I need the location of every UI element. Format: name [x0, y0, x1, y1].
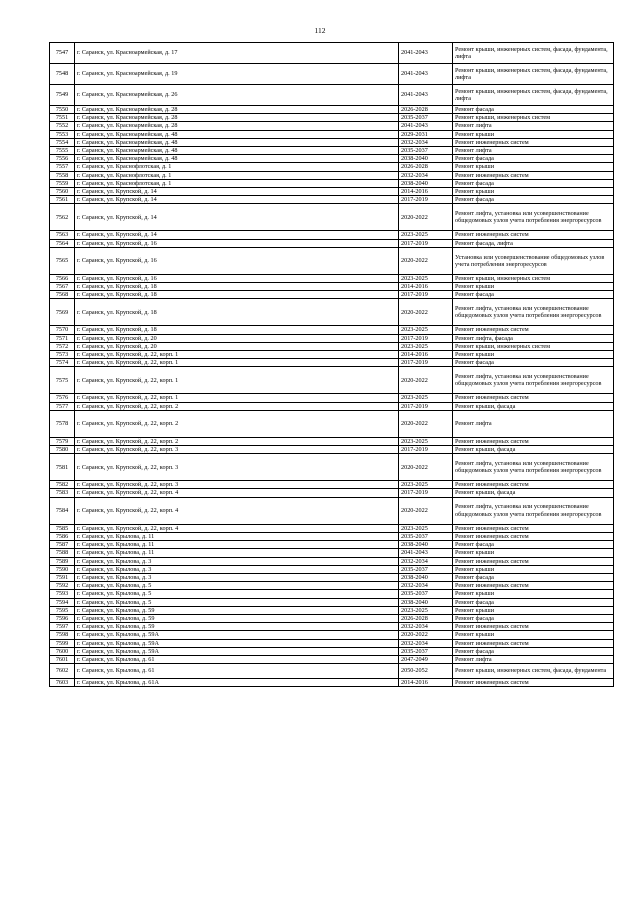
row-work-type: Ремонт фасада	[453, 598, 614, 606]
row-address: г. Саранск, ул. Крупской, д. 22, корп. 2	[75, 437, 399, 445]
row-work-type: Ремонт крыши	[453, 163, 614, 171]
row-period: 2032-2034	[399, 557, 453, 565]
row-work-type: Ремонт крыши	[453, 631, 614, 639]
row-address: г. Саранск, ул. Крупской, д. 22, корп. 1	[75, 359, 399, 367]
row-number: 7574	[50, 359, 75, 367]
row-period: 2035-2037	[399, 647, 453, 655]
table-row	[50, 541, 614, 549]
row-work-type: Ремонт лифта	[453, 410, 614, 437]
row-address: г. Саранск, ул. Крылова, д. 3	[75, 573, 399, 581]
page-number: 112	[314, 26, 326, 35]
row-number: 7566	[50, 274, 75, 282]
row-period: 2035-2037	[399, 147, 453, 155]
table-row	[50, 85, 614, 106]
row-number: 7552	[50, 122, 75, 130]
row-work-type: Ремонт инженерных систем	[453, 481, 614, 489]
row-number: 7600	[50, 647, 75, 655]
table-row	[50, 497, 614, 524]
row-work-type: Ремонт инженерных систем	[453, 582, 614, 590]
row-address: г. Саранск, ул. Крупской, д. 18	[75, 326, 399, 334]
table-row	[50, 239, 614, 247]
row-work-type: Ремонт фасада	[453, 614, 614, 622]
row-number: 7588	[50, 549, 75, 557]
row-work-type: Ремонт крыши, фасада	[453, 489, 614, 497]
table-row	[50, 122, 614, 130]
row-work-type: Ремонт крыши, инженерных систем, фасада, фундамента, лифта	[453, 43, 614, 64]
row-address: г. Саранск, ул. Крылова, д. 59	[75, 623, 399, 631]
row-number: 7597	[50, 623, 75, 631]
row-number: 7581	[50, 454, 75, 481]
row-work-type: Ремонт крыши, фасада	[453, 402, 614, 410]
row-period: 2017-2019	[399, 446, 453, 454]
row-address: г. Саранск, ул. Крупской, д. 22, корп. 2	[75, 402, 399, 410]
row-number: 7551	[50, 114, 75, 122]
row-period: 2017-2019	[399, 196, 453, 204]
row-number: 7579	[50, 437, 75, 445]
row-period: 2023-2025	[399, 606, 453, 614]
row-work-type: Ремонт крыши	[453, 351, 614, 359]
table-row	[50, 437, 614, 445]
row-address: г. Саранск, ул. Крылова, д. 59А	[75, 647, 399, 655]
row-period: 2026-2028	[399, 163, 453, 171]
row-address: г. Саранск, ул. Крупской, д. 16	[75, 239, 399, 247]
table-row	[50, 326, 614, 334]
row-work-type: Ремонт лифта, фасада	[453, 334, 614, 342]
row-number: 7556	[50, 155, 75, 163]
table-row	[50, 410, 614, 437]
table-row	[50, 446, 614, 454]
row-work-type: Ремонт инженерных систем	[453, 532, 614, 540]
row-number: 7557	[50, 163, 75, 171]
row-work-type: Ремонт инженерных систем	[453, 171, 614, 179]
row-period: 2035-2037	[399, 565, 453, 573]
row-work-type: Ремонт крыши	[453, 549, 614, 557]
table-row	[50, 367, 614, 394]
row-number: 7560	[50, 188, 75, 196]
row-period: 2014-2016	[399, 678, 453, 686]
row-number: 7554	[50, 138, 75, 146]
row-work-type: Установка или усовершенствование общедомовых узлов учета потребления энергоресурсов	[453, 247, 614, 274]
table-row	[50, 351, 614, 359]
row-address: г. Саранск, ул. Крупской, д. 22, корп. 1	[75, 351, 399, 359]
row-work-type: Ремонт фасада	[453, 179, 614, 187]
row-work-type: Ремонт лифта, установка или усовершенствование общедомовых узлов учета потребления энергоресурсов	[453, 497, 614, 524]
table-row	[50, 582, 614, 590]
row-period: 2023-2025	[399, 437, 453, 445]
row-number: 7548	[50, 64, 75, 85]
table-row	[50, 155, 614, 163]
row-number: 7575	[50, 367, 75, 394]
row-address: г. Саранск, ул. Красноармейская, д. 17	[75, 43, 399, 64]
row-number: 7591	[50, 573, 75, 581]
row-period: 2014-2016	[399, 283, 453, 291]
row-work-type: Ремонт крыши	[453, 130, 614, 138]
table-row	[50, 565, 614, 573]
row-address: г. Саранск, ул. Крупской, д. 18	[75, 291, 399, 299]
row-period: 2029-2031	[399, 130, 453, 138]
row-period: 2023-2025	[399, 394, 453, 402]
row-address: г. Саранск, ул. Краснофлотская, д. 1	[75, 163, 399, 171]
row-address: г. Саранск, ул. Крупской, д. 20	[75, 342, 399, 350]
row-number: 7589	[50, 557, 75, 565]
row-address: г. Саранск, ул. Крупской, д. 16	[75, 274, 399, 282]
row-address: г. Саранск, ул. Крупской, д. 22, корп. 4	[75, 524, 399, 532]
table-row	[50, 106, 614, 114]
row-address: г. Саранск, ул. Красноармейская, д. 48	[75, 155, 399, 163]
row-period: 2026-2028	[399, 106, 453, 114]
row-period: 2038-2040	[399, 598, 453, 606]
row-period: 2041-2043	[399, 64, 453, 85]
row-number: 7570	[50, 326, 75, 334]
row-period: 2032-2034	[399, 171, 453, 179]
row-period: 2017-2019	[399, 402, 453, 410]
table-row	[50, 664, 614, 679]
row-period: 2014-2016	[399, 351, 453, 359]
row-number: 7568	[50, 291, 75, 299]
row-address: г. Саранск, ул. Крупской, д. 22, корп. 4	[75, 489, 399, 497]
row-number: 7573	[50, 351, 75, 359]
table-row	[50, 204, 614, 231]
row-address: г. Саранск, ул. Красноармейская, д. 26	[75, 85, 399, 106]
row-work-type: Ремонт фасада	[453, 196, 614, 204]
row-address: г. Саранск, ул. Крылова, д. 5	[75, 590, 399, 598]
row-number: 7571	[50, 334, 75, 342]
row-number: 7577	[50, 402, 75, 410]
table-row	[50, 196, 614, 204]
row-number: 7582	[50, 481, 75, 489]
row-address: г. Саранск, ул. Крупской, д. 14	[75, 188, 399, 196]
row-work-type: Ремонт лифта, установка или усовершенствование общедомовых узлов учета потребления энергоресурсов	[453, 299, 614, 326]
row-work-type: Ремонт лифта, установка или усовершенствование общедомовых узлов учета потребления энергоресурсов	[453, 454, 614, 481]
row-number: 7586	[50, 532, 75, 540]
row-address: г. Саранск, ул. Крылова, д. 59	[75, 614, 399, 622]
row-work-type: Ремонт инженерных систем	[453, 623, 614, 631]
row-period: 2038-2040	[399, 573, 453, 581]
table-row	[50, 631, 614, 639]
table-row	[50, 114, 614, 122]
row-period: 2017-2019	[399, 489, 453, 497]
row-work-type: Ремонт фасада	[453, 573, 614, 581]
table-row	[50, 655, 614, 663]
row-period: 2023-2025	[399, 231, 453, 239]
row-work-type: Ремонт инженерных систем	[453, 524, 614, 532]
table-row	[50, 614, 614, 622]
row-period: 2020-2022	[399, 631, 453, 639]
table-row	[50, 283, 614, 291]
row-address: г. Саранск, ул. Крупской, д. 14	[75, 204, 399, 231]
row-period: 2020-2022	[399, 204, 453, 231]
row-number: 7587	[50, 541, 75, 549]
table-row	[50, 231, 614, 239]
table-row	[50, 299, 614, 326]
table-row	[50, 147, 614, 155]
row-number: 7594	[50, 598, 75, 606]
row-number: 7567	[50, 283, 75, 291]
row-work-type: Ремонт инженерных систем	[453, 678, 614, 686]
row-number: 7580	[50, 446, 75, 454]
row-period: 2032-2034	[399, 582, 453, 590]
table-row	[50, 171, 614, 179]
row-number: 7603	[50, 678, 75, 686]
row-work-type: Ремонт инженерных систем	[453, 639, 614, 647]
row-work-type: Ремонт фасада	[453, 359, 614, 367]
table-row	[50, 590, 614, 598]
row-address: г. Саранск, ул. Крылова, д. 59	[75, 606, 399, 614]
row-period: 2041-2043	[399, 85, 453, 106]
table-row	[50, 64, 614, 85]
row-address: г. Саранск, ул. Красноармейская, д. 48	[75, 130, 399, 138]
row-work-type: Ремонт фасада	[453, 291, 614, 299]
row-address: г. Саранск, ул. Крупской, д. 22, корп. 1	[75, 394, 399, 402]
row-number: 7592	[50, 582, 75, 590]
table-row	[50, 130, 614, 138]
row-number: 7602	[50, 664, 75, 679]
table-row	[50, 557, 614, 565]
row-period: 2020-2022	[399, 247, 453, 274]
row-number: 7553	[50, 130, 75, 138]
row-work-type: Ремонт крыши, инженерных систем	[453, 274, 614, 282]
table-row	[50, 43, 614, 64]
table-body	[50, 43, 614, 687]
row-work-type: Ремонт инженерных систем	[453, 326, 614, 334]
row-number: 7549	[50, 85, 75, 106]
row-work-type: Ремонт крыши, инженерных систем	[453, 342, 614, 350]
table-row	[50, 188, 614, 196]
row-address: г. Саранск, ул. Красноармейская, д. 28	[75, 114, 399, 122]
row-number: 7584	[50, 497, 75, 524]
row-address: г. Саранск, ул. Красноармейская, д. 48	[75, 138, 399, 146]
row-period: 2035-2037	[399, 532, 453, 540]
repair-schedule-table	[49, 42, 614, 687]
row-address: г. Саранск, ул. Крупской, д. 14	[75, 231, 399, 239]
table-row	[50, 598, 614, 606]
row-number: 7562	[50, 204, 75, 231]
row-address: г. Саранск, ул. Крылова, д. 3	[75, 565, 399, 573]
row-address: г. Саранск, ул. Крупской, д. 18	[75, 283, 399, 291]
table-row	[50, 163, 614, 171]
row-period: 2014-2016	[399, 188, 453, 196]
row-address: г. Саранск, ул. Крупской, д. 14	[75, 196, 399, 204]
row-work-type: Ремонт крыши, инженерных систем	[453, 114, 614, 122]
table-row	[50, 532, 614, 540]
row-address: г. Саранск, ул. Крылова, д. 61	[75, 655, 399, 663]
row-work-type: Ремонт инженерных систем	[453, 231, 614, 239]
row-number: 7595	[50, 606, 75, 614]
row-period: 2017-2019	[399, 291, 453, 299]
row-number: 7564	[50, 239, 75, 247]
row-work-type: Ремонт лифта	[453, 122, 614, 130]
row-number: 7585	[50, 524, 75, 532]
table-row	[50, 623, 614, 631]
row-period: 2020-2022	[399, 497, 453, 524]
row-period: 2017-2019	[399, 359, 453, 367]
row-period: 2035-2037	[399, 590, 453, 598]
row-period: 2041-2043	[399, 122, 453, 130]
row-address: г. Саранск, ул. Крылова, д. 11	[75, 532, 399, 540]
table-row	[50, 606, 614, 614]
row-address: г. Саранск, ул. Красноармейская, д. 28	[75, 106, 399, 114]
row-period: 2020-2022	[399, 454, 453, 481]
row-address: г. Саранск, ул. Крылова, д. 59А	[75, 631, 399, 639]
table-row	[50, 489, 614, 497]
row-work-type: Ремонт крыши	[453, 283, 614, 291]
row-address: г. Саранск, ул. Красноармейская, д. 19	[75, 64, 399, 85]
table-row	[50, 179, 614, 187]
row-address: г. Саранск, ул. Краснофлотская, д. 1	[75, 179, 399, 187]
row-number: 7576	[50, 394, 75, 402]
row-number: 7598	[50, 631, 75, 639]
row-period: 2017-2019	[399, 334, 453, 342]
row-number: 7550	[50, 106, 75, 114]
row-address: г. Саранск, ул. Крылова, д. 5	[75, 582, 399, 590]
row-number: 7596	[50, 614, 75, 622]
row-period: 2038-2040	[399, 155, 453, 163]
row-period: 2020-2022	[399, 410, 453, 437]
row-address: г. Саранск, ул. Крупской, д. 22, корп. 1	[75, 367, 399, 394]
row-period: 2041-2043	[399, 43, 453, 64]
row-work-type: Ремонт лифта, установка или усовершенствование общедомовых узлов учета потребления энергоресурсов	[453, 367, 614, 394]
row-period: 2038-2040	[399, 541, 453, 549]
row-work-type: Ремонт фасада	[453, 541, 614, 549]
table-row	[50, 647, 614, 655]
row-address: г. Саранск, ул. Крупской, д. 16	[75, 247, 399, 274]
table-row	[50, 291, 614, 299]
row-work-type: Ремонт крыши, инженерных систем, фасада, фундамента, лифта	[453, 85, 614, 106]
row-work-type: Ремонт фасада	[453, 155, 614, 163]
row-period: 2050-2052	[399, 664, 453, 679]
row-address: г. Саранск, ул. Крупской, д. 22, корп. 4	[75, 497, 399, 524]
row-number: 7599	[50, 639, 75, 647]
row-number: 7572	[50, 342, 75, 350]
row-work-type: Ремонт крыши, инженерных систем, фасада, фундамента, лифта	[453, 64, 614, 85]
table-row	[50, 524, 614, 532]
row-address: г. Саранск, ул. Крупской, д. 18	[75, 299, 399, 326]
row-period: 2023-2025	[399, 342, 453, 350]
row-address: г. Саранск, ул. Крупской, д. 20	[75, 334, 399, 342]
row-number: 7565	[50, 247, 75, 274]
row-address: г. Саранск, ул. Красноармейская, д. 28	[75, 122, 399, 130]
row-period: 2017-2019	[399, 239, 453, 247]
row-address: г. Саранск, ул. Крупской, д. 22, корп. 3	[75, 454, 399, 481]
row-address: г. Саранск, ул. Крупской, д. 22, корп. 3	[75, 481, 399, 489]
row-period: 2032-2034	[399, 138, 453, 146]
row-work-type: Ремонт фасада	[453, 106, 614, 114]
row-address: г. Саранск, ул. Крылова, д. 59А	[75, 639, 399, 647]
row-work-type: Ремонт лифта	[453, 655, 614, 663]
row-number: 7601	[50, 655, 75, 663]
row-address: г. Саранск, ул. Крылова, д. 61А	[75, 678, 399, 686]
row-address: г. Саранск, ул. Крылова, д. 3	[75, 557, 399, 565]
row-period: 2047-2049	[399, 655, 453, 663]
row-number: 7561	[50, 196, 75, 204]
table-row	[50, 394, 614, 402]
row-work-type: Ремонт лифта, установка или усовершенствование общедомовых узлов учета потребления энергоресурсов	[453, 204, 614, 231]
row-work-type: Ремонт крыши	[453, 188, 614, 196]
row-address: г. Саранск, ул. Крупской, д. 22, корп. 2	[75, 410, 399, 437]
table-row	[50, 454, 614, 481]
row-period: 2020-2022	[399, 299, 453, 326]
row-number: 7583	[50, 489, 75, 497]
row-period: 2020-2022	[399, 367, 453, 394]
row-number: 7547	[50, 43, 75, 64]
table-row	[50, 342, 614, 350]
row-work-type: Ремонт фасада	[453, 647, 614, 655]
table-row	[50, 274, 614, 282]
row-work-type: Ремонт крыши, фасада	[453, 446, 614, 454]
row-period: 2023-2025	[399, 326, 453, 334]
row-address: г. Саранск, ул. Красноармейская, д. 48	[75, 147, 399, 155]
row-address: г. Саранск, ул. Крупской, д. 22, корп. 3	[75, 446, 399, 454]
row-work-type: Ремонт инженерных систем	[453, 557, 614, 565]
row-period: 2038-2040	[399, 179, 453, 187]
row-address: г. Саранск, ул. Крылова, д. 5	[75, 598, 399, 606]
table-row	[50, 678, 614, 686]
row-period: 2032-2034	[399, 623, 453, 631]
table-row	[50, 138, 614, 146]
row-period: 2041-2043	[399, 549, 453, 557]
table-row	[50, 334, 614, 342]
table-row	[50, 247, 614, 274]
row-work-type: Ремонт крыши	[453, 565, 614, 573]
row-period: 2023-2025	[399, 481, 453, 489]
row-period: 2026-2028	[399, 614, 453, 622]
row-work-type: Ремонт инженерных систем	[453, 138, 614, 146]
row-number: 7558	[50, 171, 75, 179]
row-number: 7590	[50, 565, 75, 573]
table-row	[50, 481, 614, 489]
row-work-type: Ремонт крыши	[453, 590, 614, 598]
row-work-type: Ремонт фасада, лифта	[453, 239, 614, 247]
row-address: г. Саранск, ул. Краснофлотская, д. 1	[75, 171, 399, 179]
table-row	[50, 402, 614, 410]
table-row	[50, 639, 614, 647]
row-address: г. Саранск, ул. Крылова, д. 11	[75, 549, 399, 557]
table-row	[50, 359, 614, 367]
row-work-type: Ремонт крыши	[453, 606, 614, 614]
row-work-type: Ремонт инженерных систем	[453, 394, 614, 402]
table-row	[50, 549, 614, 557]
row-address: г. Саранск, ул. Крылова, д. 11	[75, 541, 399, 549]
row-number: 7578	[50, 410, 75, 437]
row-work-type: Ремонт лифта	[453, 147, 614, 155]
row-number: 7569	[50, 299, 75, 326]
row-work-type: Ремонт крыши, инженерных систем, фасада, фундамента	[453, 664, 614, 679]
row-period: 2035-2037	[399, 114, 453, 122]
row-number: 7563	[50, 231, 75, 239]
row-period: 2023-2025	[399, 274, 453, 282]
row-period: 2023-2025	[399, 524, 453, 532]
row-number: 7593	[50, 590, 75, 598]
row-address: г. Саранск, ул. Крылова, д. 61	[75, 664, 399, 679]
row-number: 7559	[50, 179, 75, 187]
row-work-type: Ремонт инженерных систем	[453, 437, 614, 445]
row-period: 2032-2034	[399, 639, 453, 647]
row-number: 7555	[50, 147, 75, 155]
table-row	[50, 573, 614, 581]
